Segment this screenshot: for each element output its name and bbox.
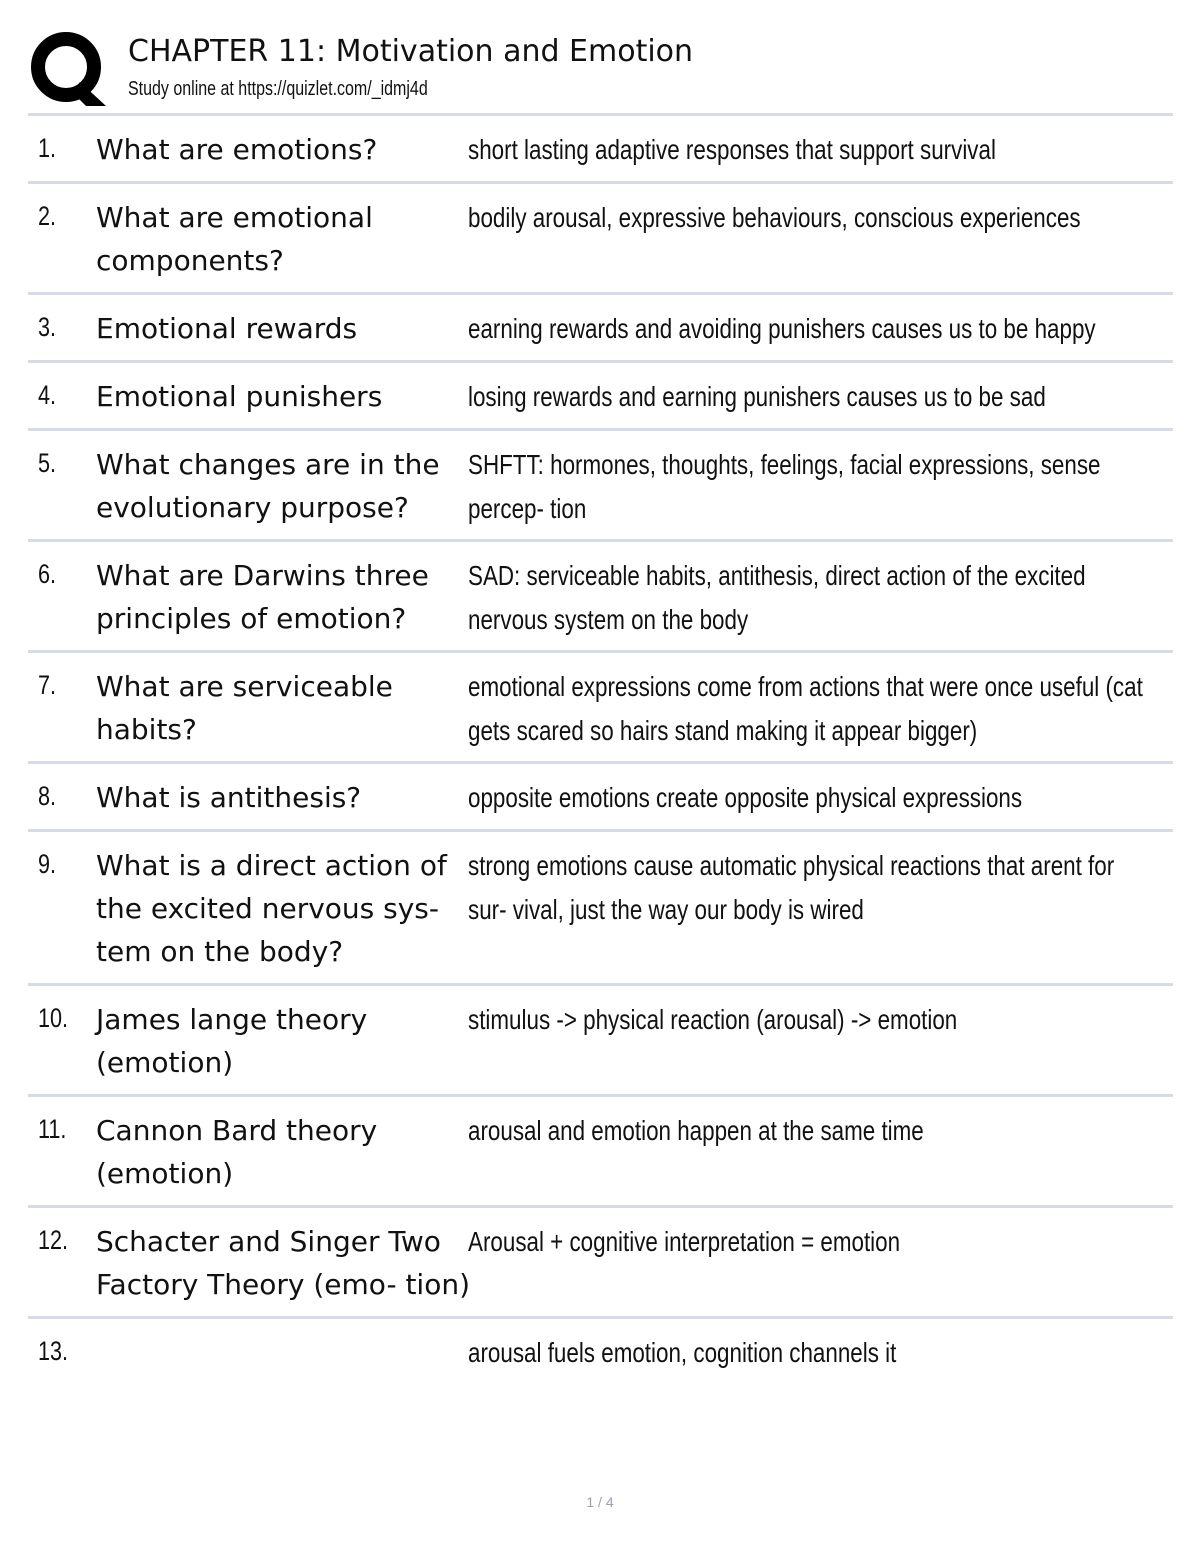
- flashcard-row: [28, 764, 1173, 832]
- card-number: 12.: [38, 1225, 69, 1255]
- flashcard-list: [28, 113, 1173, 1384]
- card-number: 13.: [38, 1336, 69, 1366]
- card-term: What are Darwins three principles of emotion?: [96, 559, 429, 635]
- flashcard-row: [28, 431, 1173, 542]
- card-number: 2.: [38, 201, 57, 231]
- flashcard-row: [28, 1208, 1173, 1319]
- card-term: James lange theory (emotion): [96, 1003, 368, 1079]
- card-term: What is a direct action of the excited nervous sys- tem on the body?: [96, 849, 447, 968]
- card-term: What changes are in the evolutionary purpose?: [96, 448, 440, 524]
- card-definition: stimulus -> physical reaction (arousal) -> emotion: [468, 1004, 958, 1035]
- flashcard-row: [28, 542, 1173, 653]
- card-number: 1.: [38, 133, 57, 163]
- card-definition: arousal fuels emotion, cognition channels it: [468, 1337, 897, 1368]
- card-term: What are serviceable habits?: [96, 670, 393, 746]
- card-number: 8.: [38, 781, 57, 811]
- card-number: 6.: [38, 559, 57, 589]
- flashcard-row: [28, 1097, 1173, 1208]
- card-term: [96, 1331, 471, 1374]
- quizlet-logo-icon: [30, 30, 108, 108]
- card-number: 3.: [38, 312, 57, 342]
- card-term: Emotional rewards: [96, 312, 358, 345]
- card-term: What are emotional components?: [96, 201, 373, 277]
- card-definition: Arousal + cognitive interpretation = emotion: [468, 1226, 901, 1257]
- card-definition: strong emotions cause automatic physical reactions that arent for sur- vival, just the way our body is wired: [468, 850, 1115, 925]
- study-online-link[interactable]: Study online at https://quizlet.com/_idmj4d: [128, 78, 428, 100]
- card-definition: losing rewards and earning punishers causes us to be sad: [468, 381, 1046, 412]
- card-number: 9.: [38, 849, 57, 879]
- card-definition: bodily arousal, expressive behaviours, conscious experiences: [468, 202, 1081, 233]
- card-number: 11.: [38, 1114, 67, 1144]
- card-definition: short lasting adaptive responses that support survival: [468, 134, 996, 165]
- card-term: Cannon Bard theory (emotion): [96, 1114, 378, 1190]
- flashcard-row: [28, 832, 1173, 986]
- card-term: Schacter and Singer Two Factory Theory (emo- tion): [96, 1225, 471, 1301]
- card-term: What is antithesis?: [96, 781, 362, 814]
- card-term: What are emotions?: [96, 133, 378, 166]
- page-number: 1 / 4: [586, 1494, 614, 1510]
- page-title: CHAPTER 11: Motivation and Emotion: [128, 34, 694, 69]
- flashcard-row: [28, 363, 1173, 431]
- card-number: 5.: [38, 448, 57, 478]
- flashcard-row: [28, 1319, 1173, 1384]
- flashcard-row: [28, 653, 1173, 764]
- card-number: 10.: [38, 1003, 69, 1033]
- flashcard-row: [28, 116, 1173, 184]
- card-definition: SHFTT: hormones, thoughts, feelings, facial expressions, sense percep- tion: [468, 449, 1101, 524]
- card-definition: emotional expressions come from actions that were once useful (cat gets scared so hairs stand making it appear bigger): [468, 671, 1143, 746]
- flashcard-row: [28, 986, 1173, 1097]
- card-number: 7.: [38, 670, 57, 700]
- card-definition: SAD: serviceable habits, antithesis, direct action of the excited nervous system on the body: [468, 560, 1086, 635]
- card-definition: earning rewards and avoiding punishers causes us to be happy: [468, 313, 1096, 344]
- document-header: [30, 28, 1175, 112]
- flashcard-row: [28, 184, 1173, 295]
- card-definition: opposite emotions create opposite physical expressions: [468, 782, 1023, 813]
- card-definition: arousal and emotion happen at the same time: [468, 1115, 924, 1146]
- card-number: 4.: [38, 380, 57, 410]
- flashcard-row: [28, 295, 1173, 363]
- card-term: Emotional punishers: [96, 380, 383, 413]
